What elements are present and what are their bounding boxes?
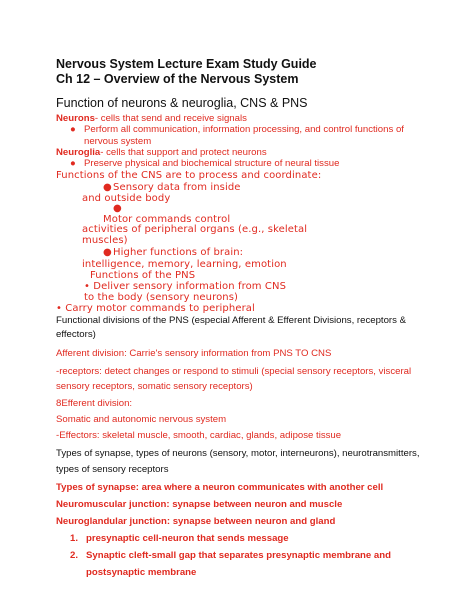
list-number: 2. — [70, 550, 79, 561]
types-line-1: Types of synapse, types of neurons (sensory, motor, interneurons), neurotransmitters, — [56, 448, 420, 459]
receptors-line-2: sensory receptors, somatic sensory receptors) — [56, 381, 253, 392]
bullet-icon: ● — [103, 182, 112, 193]
efferent-systems: Somatic and autonomic nervous system — [56, 414, 227, 425]
handwritten-line: intelligence, memory, learning, emotion — [82, 259, 287, 270]
handwritten-line: • Deliver sensory information from CNS — [84, 281, 287, 292]
functional-divisions-line-2: effectors) — [56, 329, 96, 340]
bullet-icon: ● — [113, 203, 122, 214]
neurons-definition: - cells that send and receive signals — [94, 113, 247, 124]
neuroglia-definition: - cells that support and protect neurons — [100, 147, 267, 158]
neuroglandular-junction: Neuroglandular junction: synapse between neuron and gland — [56, 516, 336, 527]
bullet-icon: ● — [70, 158, 76, 169]
synaptic-cleft-line-1: Synaptic cleft-small gap that separates presynaptic membrane and — [86, 550, 391, 561]
functional-divisions-line-1: Functional divisions of the PNS (especial Afferent & Efferent Divisions, receptors & — [56, 315, 406, 326]
section-heading: Function of neurons & neuroglia, CNS & PNS — [56, 96, 308, 110]
handwritten-line: Motor commands control — [103, 214, 231, 225]
neurons-term: Neurons — [56, 113, 95, 124]
handwritten-cns-heading: Functions of the CNS are to process and coordinate: — [56, 170, 322, 181]
neurons-line — [56, 113, 247, 124]
handwritten-line: muscles) — [82, 235, 128, 246]
afferent-division: Afferent division: Carrie's sensory information from PNS TO CNS — [56, 348, 332, 359]
presynaptic-cell: presynaptic cell-neuron that sends message — [86, 533, 289, 544]
neurons-bullet-line-2: nervous system — [84, 136, 152, 147]
document-title: Nervous System Lecture Exam Study Guide — [56, 57, 317, 71]
handwritten-line: Higher functions of brain: — [113, 247, 244, 258]
handwritten-line: to the body (sensory neurons) — [84, 292, 239, 303]
synapse-definition: Types of synapse: area where a neuron communicates with another cell — [56, 482, 384, 493]
handwritten-line: • Carry motor commands to peripheral — [56, 303, 255, 314]
handwritten-line: and outside body — [82, 193, 171, 204]
bullet-icon: ● — [103, 247, 112, 258]
synaptic-cleft-line-2: postsynaptic membrane — [86, 567, 197, 578]
handwritten-line: activities of peripheral organs (e.g., skeletal — [82, 224, 308, 235]
efferent-division: 8Efferent division: — [56, 398, 133, 409]
chapter-heading: Ch 12 – Overview of the Nervous System — [56, 72, 299, 86]
neuroglia-line — [56, 147, 267, 158]
neuroglia-term: Neuroglia — [56, 147, 101, 158]
neurons-bullet-line-1: Perform all communication, information processing, and control functions of — [84, 124, 404, 135]
neuromuscular-junction: Neuromuscular junction: synapse between neuron and muscle — [56, 499, 343, 510]
bullet-icon: ● — [70, 124, 76, 135]
list-number: 1. — [70, 533, 79, 544]
types-line-2: types of sensory receptors — [56, 464, 169, 475]
neuroglia-bullet: Preserve physical and biochemical structure of neural tissue — [84, 158, 340, 169]
receptors-line-1: -receptors: detect changes or respond to stimuli (special sensory receptors, visceral — [56, 366, 412, 377]
handwritten-pns-heading: Functions of the PNS — [90, 270, 196, 281]
effectors-line: -Effectors: skeletal muscle, smooth, cardiac, glands, adipose tissue — [56, 430, 342, 441]
handwritten-line: Sensory data from inside — [113, 182, 241, 193]
